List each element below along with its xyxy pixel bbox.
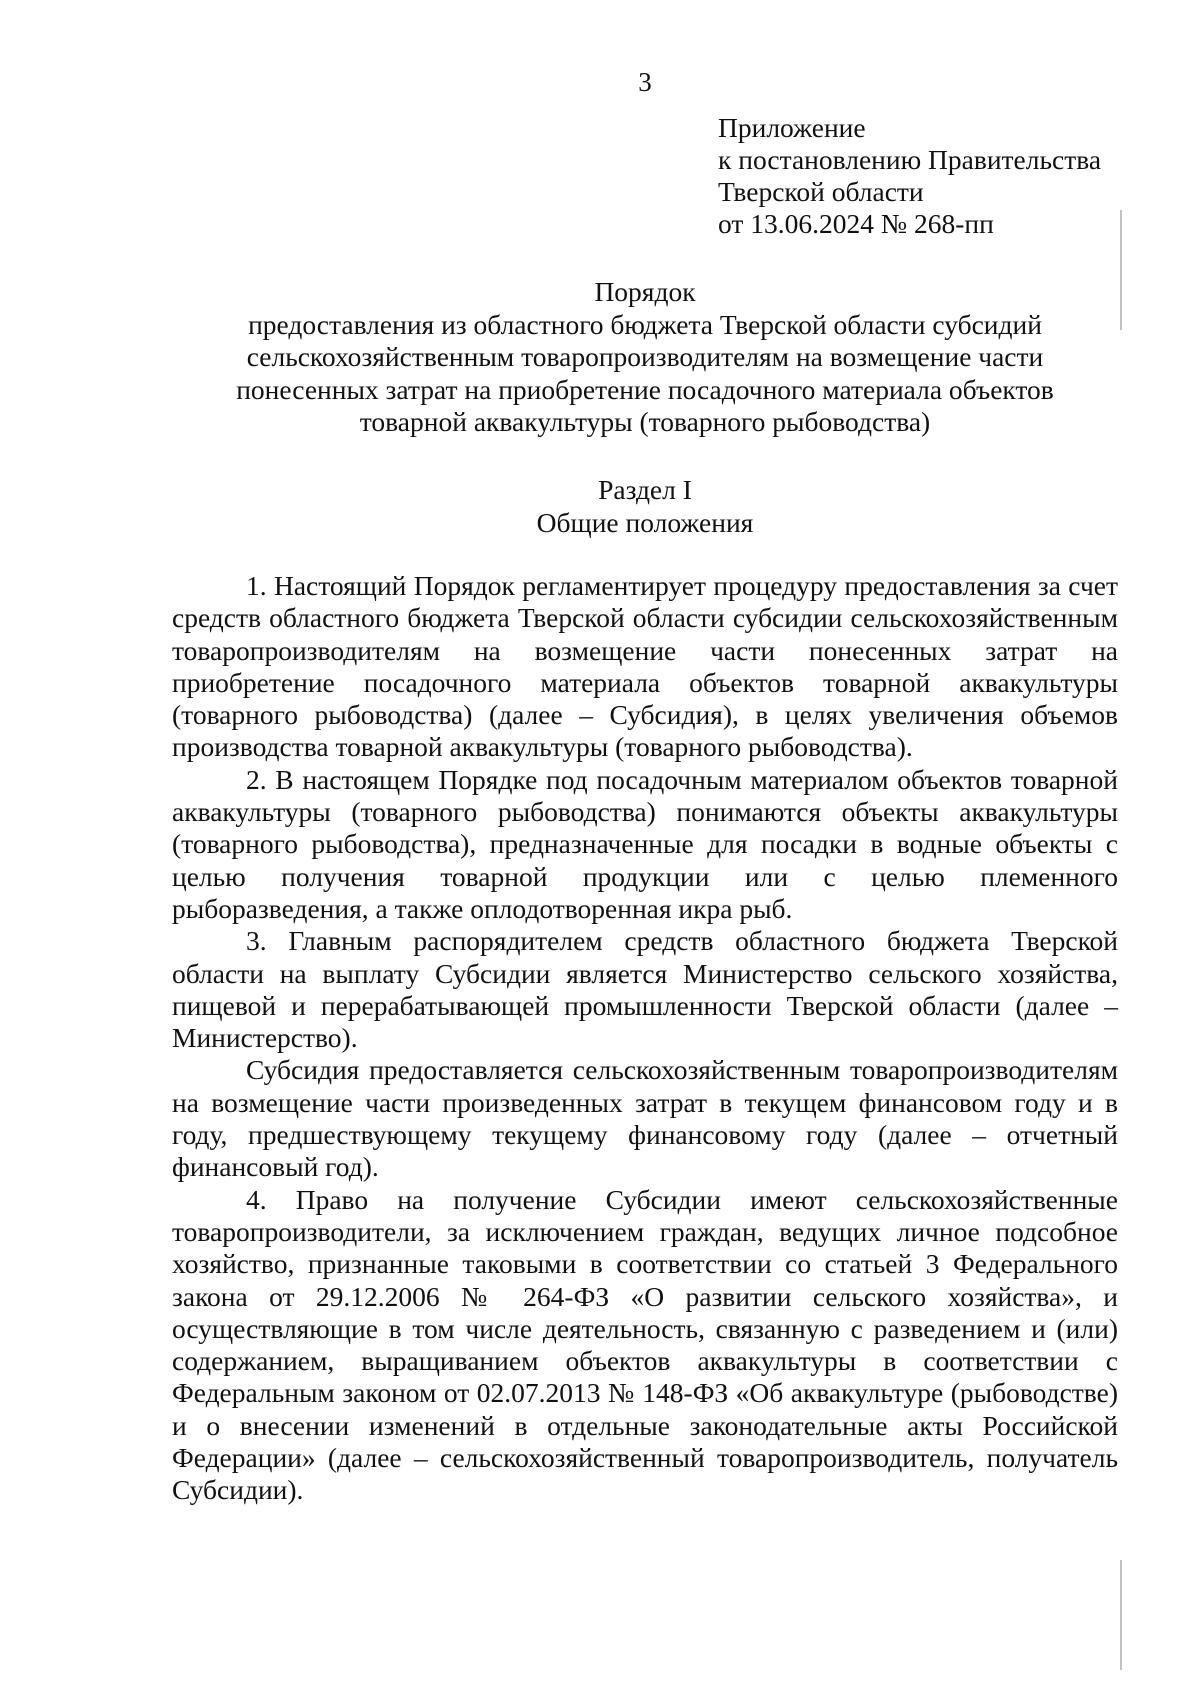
scan-edge-mark [1120, 210, 1122, 330]
section-heading [172, 474, 1118, 539]
page-number: 3 [638, 67, 652, 97]
paragraph-2: 2. В настоящем Порядке под посадочным материалом объектов товарной аквакультуры (товарного рыбоводства) понимаются объекты аквакультуры (товарного рыбоводства), предназначенные для посадки в водные объекты с целью получения товарной продукции или с целью племенного рыборазведения, а также оплодотворенная икра рыб. [172, 763, 1118, 924]
paragraph-4: 4. Право на получение Субсидии имеют сельскохозяйственные товаропроизводители, за исключением граждан, ведущих личное подсобное хозяйство, признанные таковыми в соответствии со статьей 3 Федерального закона от 29.12.2006 № 264-ФЗ «О развитии сельского хозяйства», и осуществляющие в том числе деятельность, связанную с разведением и (или) содержанием, выращиванием объектов аквакультуры в соответствии с Федеральным законом от 02.07.2013 № 148-ФЗ «Об аквакультуре (рыбоводстве) и о внесении изменений в отдельные законодательные акты Российской Федерации» (далее – сельскохозяйственный товаропроизводитель, получатель Субсидии). [172, 1183, 1118, 1506]
paragraph-1: 1. Настоящий Порядок регламентирует процедуру предоставления за счет средств областного бюджета Тверской области субсидии сельскохозяйственным товаропроизводителям на возмещение части понесенных затрат на приобретение посадочного материала объектов товарной аквакультуры (товарного рыбоводства) (далее – Субсидия), в целях увеличения объемов производства товарной аквакультуры (товарного рыбоводства). [172, 570, 1118, 763]
section-name: Общие положения [536, 506, 754, 538]
appendix-block [718, 112, 1101, 240]
appendix-line-2: к постановлению Правительства [718, 144, 1102, 175]
appendix-line-4: от 13.06.2024 № 268-пп [718, 208, 994, 239]
title-line-4: товарной аквакультуры (товарного рыбоводства) [359, 406, 931, 437]
paragraph-3-subsidy: Субсидия предоставляется сельскохозяйственным товаропроизводителям на возмещение части произведенных затрат в текущем финансовом году и в году, предшествующему текущему финансовому году (далее – отчетный финансовый год). [172, 1054, 1118, 1183]
appendix-line-3: Тверской области [718, 176, 924, 207]
title-line-1: предоставления из областного бюджета Тверской области субсидий [248, 308, 1042, 340]
body-text [172, 570, 1118, 1507]
section-number: Раздел I [598, 474, 692, 505]
paragraph-3: 3. Главным распорядителем средств областного бюджета Тверской области на выплату Субсидии является Министерство сельского хозяйства, пищевой и перерабатывающей промышленности Тверской области (далее – Министерство). [172, 925, 1118, 1054]
appendix-line-1: Приложение [718, 112, 866, 143]
title-line-2: сельскохозяйственным товаропроизводителям на возмещение части [246, 341, 1044, 372]
scan-edge-mark [1120, 1560, 1122, 1670]
title-heading: Порядок [594, 276, 696, 307]
title-line-3: понесенных затрат на приобретение посадочного материала объектов [236, 373, 1054, 405]
document-title [172, 276, 1118, 439]
